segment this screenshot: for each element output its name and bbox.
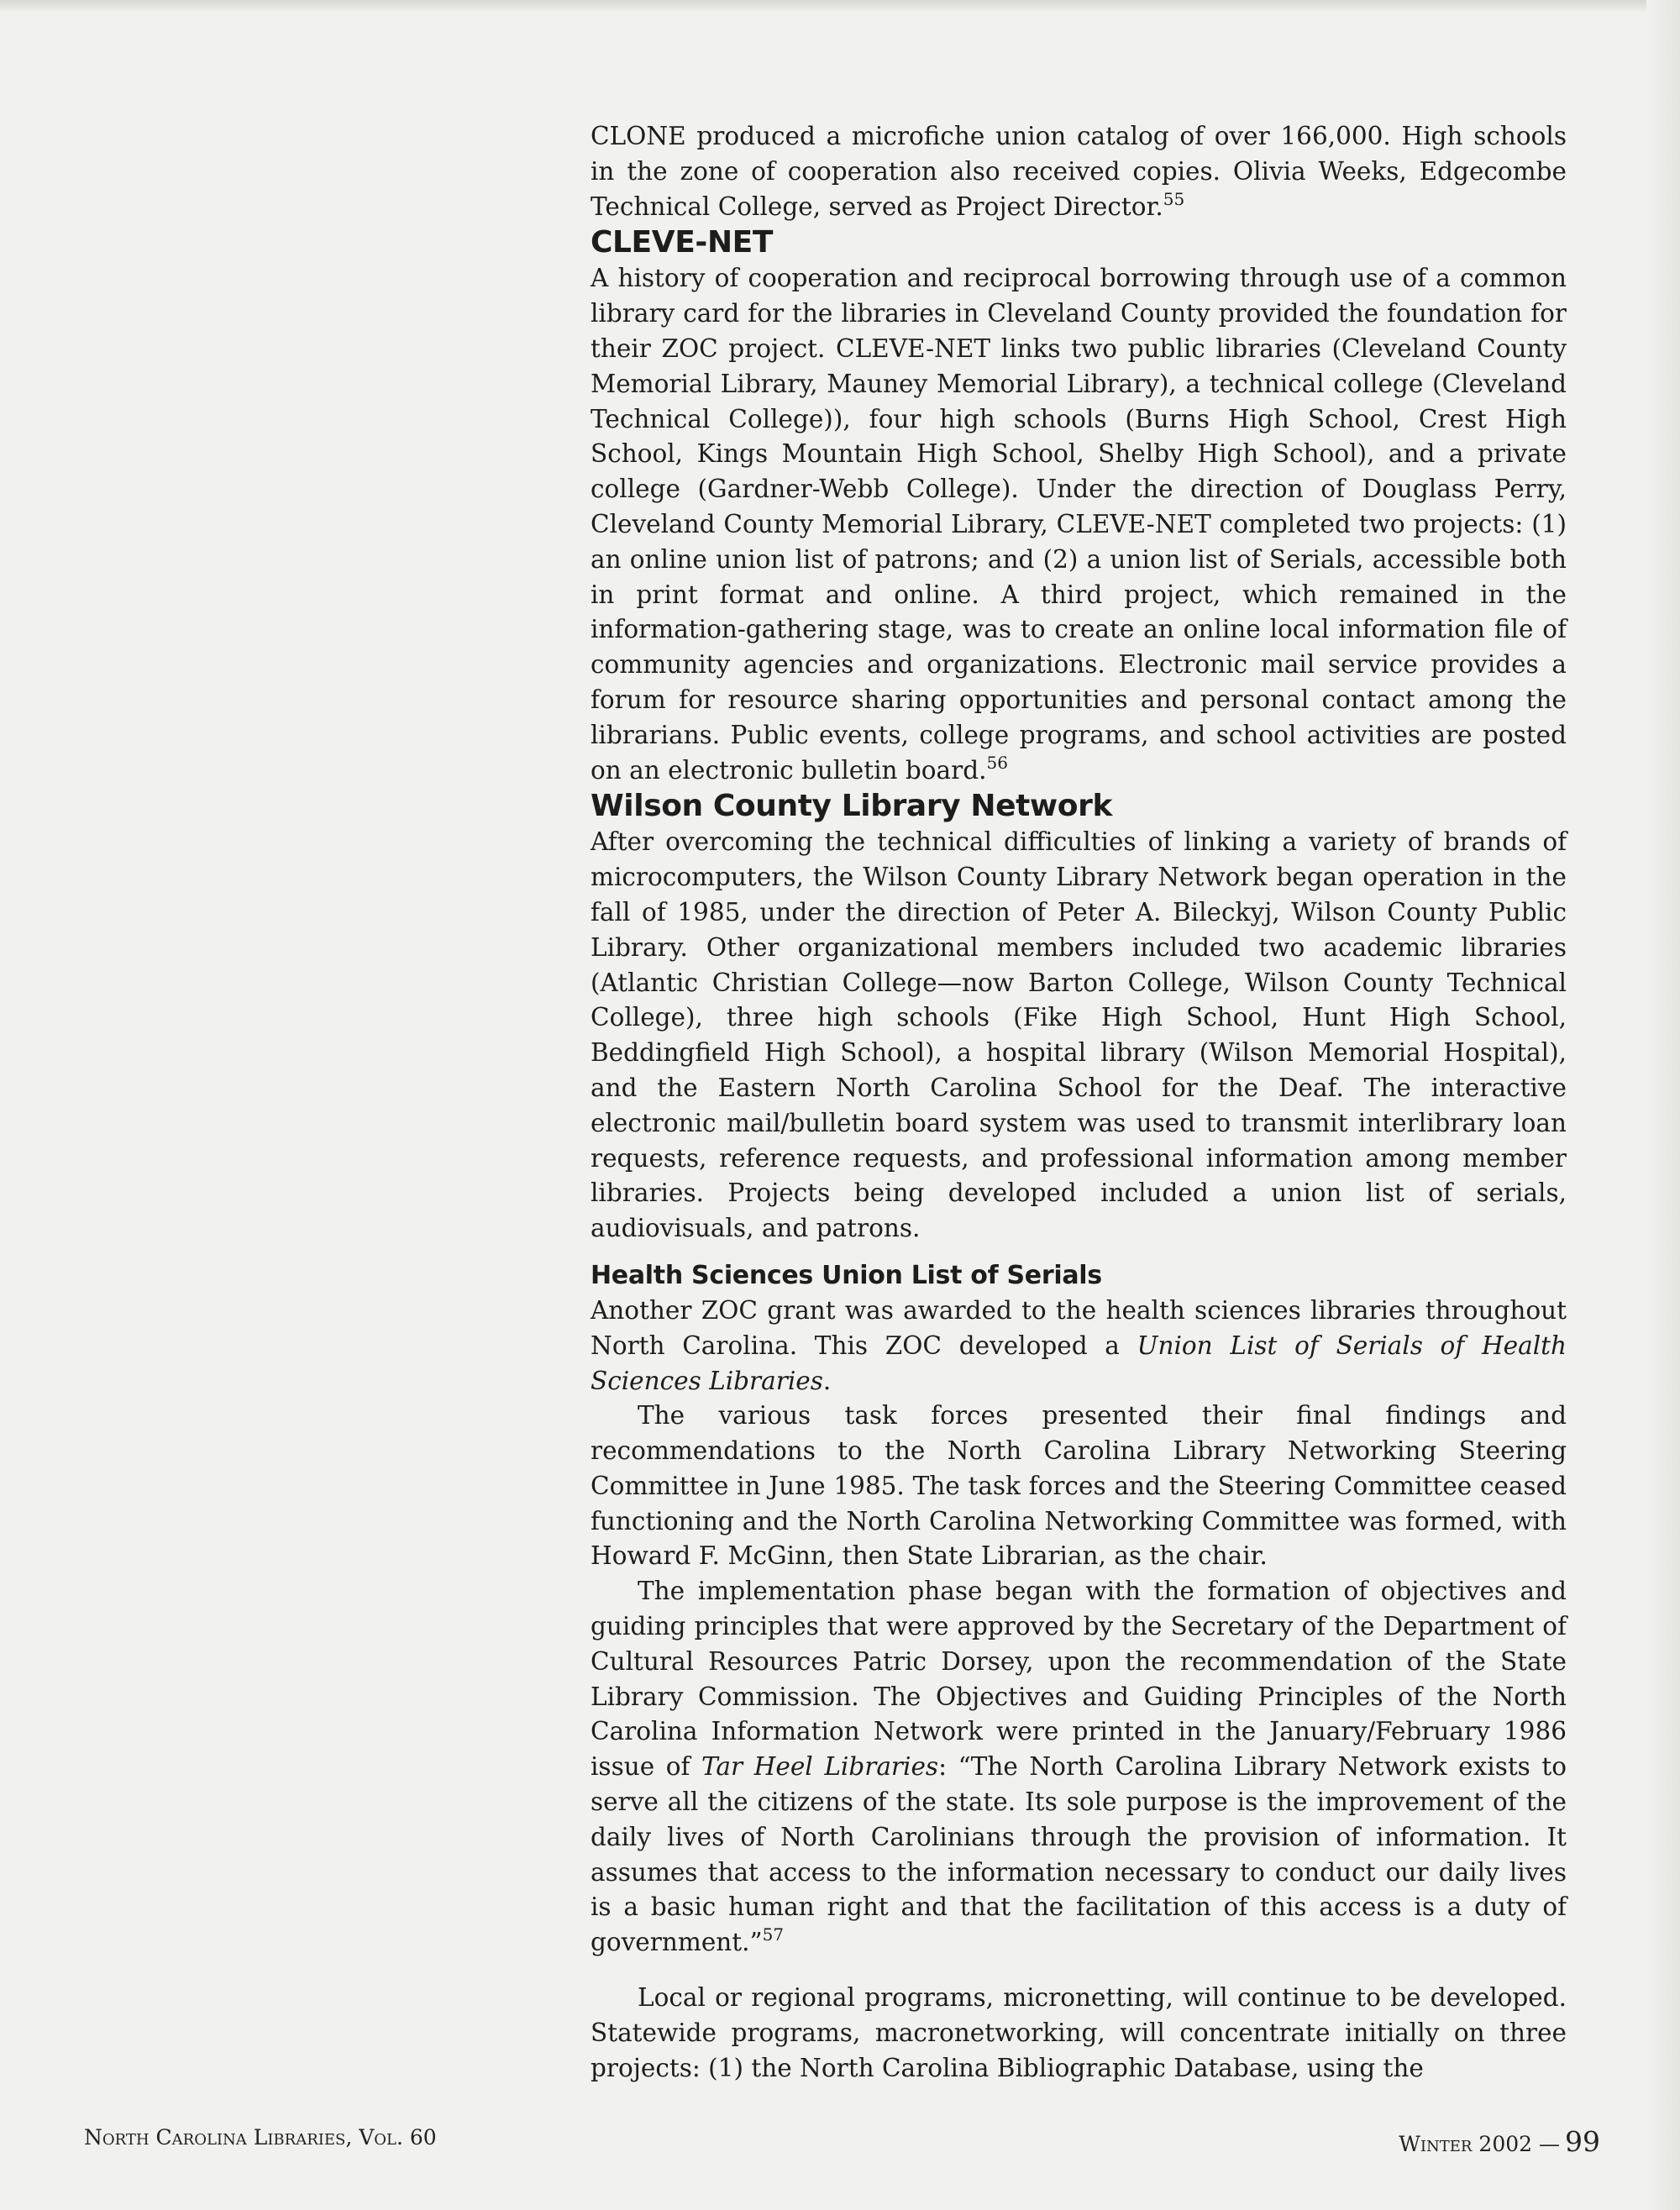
paragraph-wilson-county: After overcoming the technical difficulties of linking a variety of brands of microcomputers, the Wilson County Library Network began operation in the fall of 1985, under the direction of Peter A. Bileckyj, Wilson County Public Library. Other organizational members included two academic libraries (Atlantic Christian College—now Barton College, Wilson County Technical College), three high schools (Fike High School, Hunt High School, Beddingfield High School), a hospital library (Wilson Memorial Hospital), and the Eastern North Carolina School for the Deaf. The interactive electronic mail/bulletin board system was used to transmit interlibrary loan requests, reference requests, and professional information among member libraries. Projects being developed included a union list of serials, audiovisuals, and patrons.: [591, 827, 1567, 1243]
footer-journal: North Carolina Libraries, Vol. 60: [84, 2125, 437, 2150]
paragraph-health-sciences: [591, 1294, 1567, 1399]
footer-issue-date: Winter 2002 —: [1399, 2132, 1560, 2156]
tar-heel-libraries-title: Tar Heel Libraries: [701, 1752, 939, 1782]
footnote-ref-55: 55: [1163, 188, 1185, 209]
health-union-list-title: Union List of Serials of Health Sciences Libraries: [591, 1331, 1567, 1395]
paragraph-health-end: .: [822, 1366, 832, 1395]
paragraph-implementation-quote: : “The North Carolina Library Network exists to serve all the citizens of the state. Its sole purpose is the improvement of the daily lives of North Carolinians through the provision of information. It assumes that access to the information necessary to conduct our daily lives is a basic human right and that the facilitation of this access is a duty of government.”: [591, 1752, 1567, 1957]
paragraph-health-text: Another ZOC grant was awarded to the health sciences libraries throughout North Carolina. This ZOC developed a: [591, 1295, 1567, 1360]
paragraph-cleve-net: [591, 261, 1567, 788]
paragraph-implementation-text: The implementation phase began with the formation of objectives and guiding principles that were approved by the Secretary of the Department of Cultural Resources Patric Dorsey, upon the recommendation of the State Library Commission. The Objectives and Guiding Principles of the North Carolina Information Network were printed in the January/February 1986 issue of: [591, 1577, 1567, 1782]
heading-health-sciences: Health Sciences Union List of Serials: [591, 1260, 1102, 1290]
article-column: [591, 119, 1567, 2086]
paragraph-cleve-net-text: A history of cooperation and reciprocal borrowing through use of a common library card for the libraries in Cleveland County provided the foundation for their ZOC project. CLEVE-NET links two public libraries (Cleveland County Memorial Library, Mauney Memorial Library), a technical college (Cleveland Technical College)), four high schools (Burns High School, Crest High School, Kings Mountain High School, Shelby High School), and a private college (Gardner-Webb College). Under the direction of Douglass Perry, Cleveland County Memorial Library, CLEVE-NET completed two projects: (1) an online union list of patrons; and (2) a union list of Serials, accessible both in print format and online. A third project, which remained in the information-gathering stage, was to create an online local information file of community agencies and organizations. Electronic mail service provides a forum for resource sharing opportunities and personal contact among the librarians. Public events, college programs, and school activities are posted on an electronic bulletin board.: [591, 264, 1567, 785]
footnote-ref-57: 57: [762, 1924, 785, 1945]
footer-issue: [1399, 2125, 1600, 2158]
footnote-ref-56: 56: [986, 752, 1008, 773]
page-right-edge: [1646, 0, 1680, 2210]
page-number: 99: [1565, 2125, 1600, 2158]
heading-cleve-net: CLEVE-NET: [591, 225, 774, 260]
heading-wilson-county: Wilson County Library Network: [591, 789, 1113, 824]
paragraph-clone: [591, 119, 1567, 224]
paragraph-local-programs: Local or regional programs, micronetting, will continue to be developed. Statewide programs, macronetworking, will concentrate initially on three projects: (1) the North Carolina Bibliographic Database, using the: [591, 1983, 1567, 2082]
paragraph-clone-text: CLONE produced a microfiche union catalog of over 166,000. High schools in the zone of cooperation also received copies. Olivia Weeks, Edgecombe Technical College, served as Project Director.: [591, 122, 1567, 221]
page-top-edge: [0, 0, 1680, 12]
paragraph-task-forces: The various task forces presented their final findings and recommendations to the North Carolina Library Networking Steering Committee in June 1985. The task forces and the Steering Committee ceased functioning and the North Carolina Networking Committee was formed, with Howard F. McGinn, then State Librarian, as the chair.: [591, 1401, 1567, 1571]
paragraph-implementation: [591, 1574, 1567, 1961]
